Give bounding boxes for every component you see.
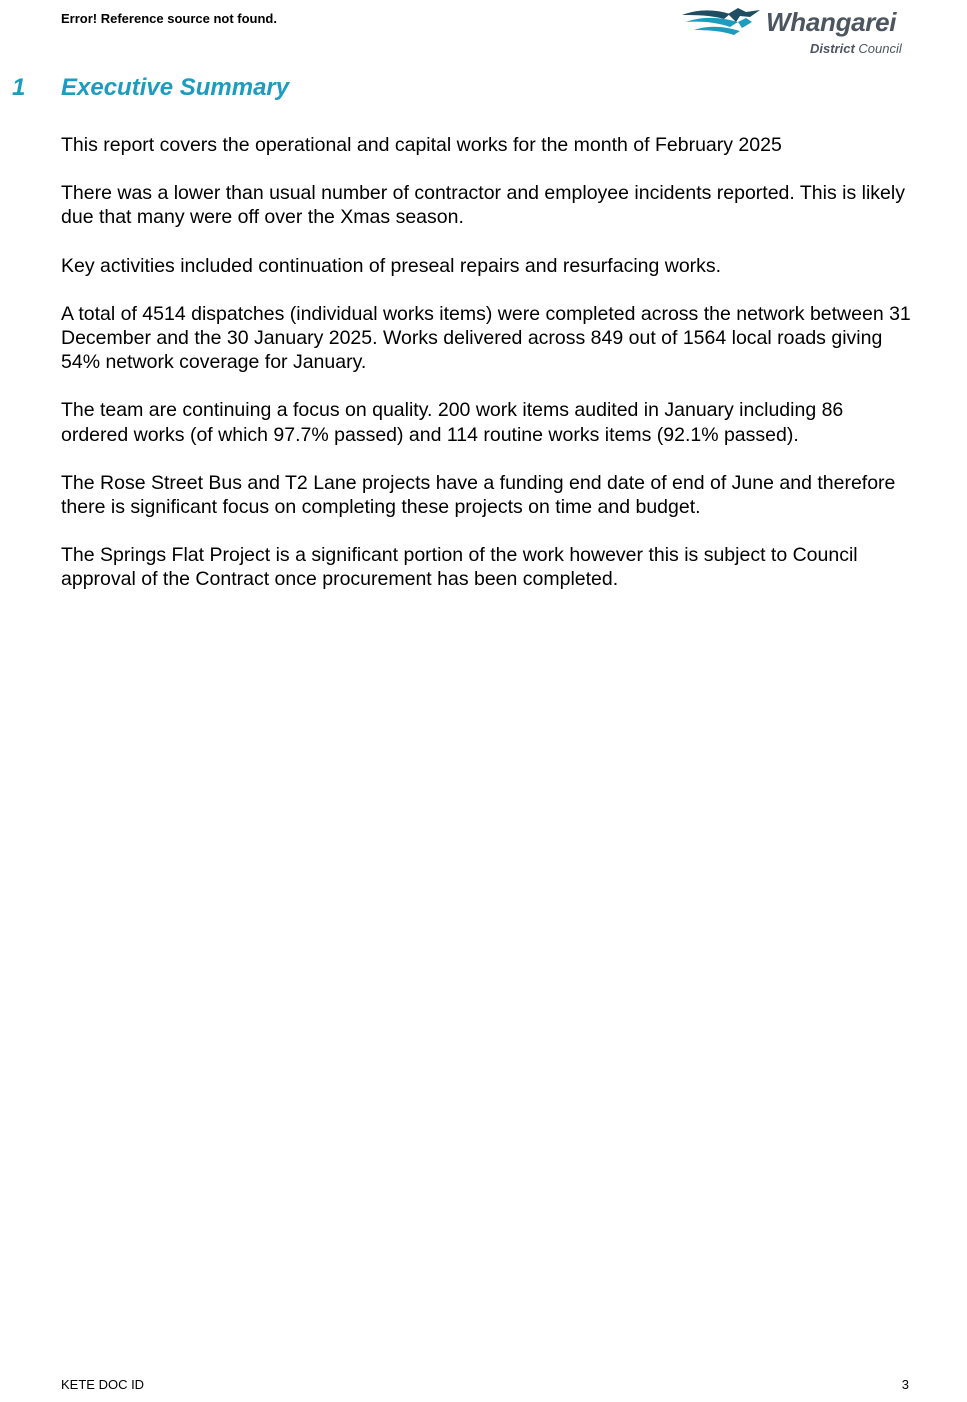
- logo-name: Whangarei: [766, 7, 897, 37]
- footer-doc-id: KETE DOC ID: [61, 1377, 145, 1392]
- wave-bird-logo-icon: [680, 6, 764, 40]
- paragraph: The Springs Flat Project is a significant portion of the work however this is subject to Council approval of the Contract once procurement has been completed.: [61, 544, 858, 591]
- section-number: 1: [12, 74, 26, 101]
- logo-sub-bold: District: [810, 41, 855, 56]
- council-logo: [680, 4, 920, 60]
- executive-summary-body: [61, 133, 911, 616]
- paragraph: There was a lower than usual number of contractor and employee incidents reported. This is likely due that many were off over the Xmas season.: [61, 182, 905, 229]
- logo-subtitle: [810, 41, 902, 56]
- section-title: Executive Summary: [61, 74, 290, 101]
- section-heading: [12, 74, 289, 102]
- paragraph: The team are continuing a focus on quality. 200 work items audited in January including 86 ordered works (of which 97.7% passed) and 114 routine works items (92.1% passed).: [61, 399, 844, 446]
- paragraph: This report covers the operational and capital works for the month of February 2025: [61, 134, 782, 156]
- paragraph: The Rose Street Bus and T2 Lane projects have a funding end date of end of June and therefore there is significant focus on completing these projects on time and budget.: [61, 471, 896, 519]
- logo-sub-rest: Council: [854, 41, 902, 56]
- footer-page-number: 3: [901, 1377, 909, 1392]
- paragraph: Key activities included continuation of preseal repairs and resurfacing works.: [61, 254, 722, 277]
- paragraph: A total of 4514 dispatches (individual works items) were completed across the network between 31 December and the 30 January 2025. Works delivered across 849 out of 1564 local roads giving 54% network coverage for January.: [61, 302, 911, 374]
- header-reference-error: Error! Reference source not found.: [61, 11, 277, 26]
